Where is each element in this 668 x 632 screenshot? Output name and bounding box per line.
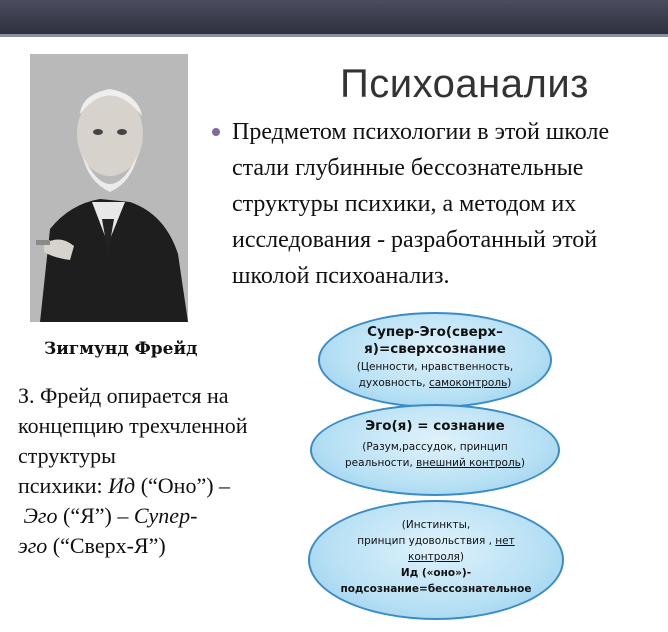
id-quote: (“Оно”) – — [135, 473, 231, 498]
superego-desc-2u: самоконтроль — [428, 377, 508, 389]
ego-desc-2a: реальности, — [345, 457, 417, 469]
ego-desc-2u: внешний контроль — [416, 457, 521, 469]
ego-ellipse — [310, 404, 560, 496]
structure-line-6 — [18, 531, 288, 561]
structure-line-2: концепцию трехчленной — [18, 413, 248, 438]
ego-quote: (“Я”) – — [57, 503, 134, 528]
id-title-1: Ид («оно»)- — [400, 567, 472, 579]
super-term-2: эго — [18, 533, 48, 558]
bullet-dot-icon — [212, 128, 220, 136]
structure-line-5 — [18, 501, 288, 531]
photo-caption: Зигмунд Фрейд — [44, 339, 198, 359]
superego-desc-1: (Ценности, нравственность, — [356, 361, 514, 373]
id-desc-2u: нет — [495, 535, 515, 547]
id-title-2: подсознание=бессознательное — [340, 583, 532, 595]
superego-desc-2b: ) — [507, 377, 512, 389]
freud-portrait — [30, 54, 188, 322]
main-bullet-text: Предметом психологии в этой школе стали глубинные бессознательные структуры психики, а методом их исследования - разработанный этой школой психоанализ. — [232, 119, 610, 289]
ego-term: Эго — [23, 503, 58, 528]
slide-title: Психоанализ — [340, 62, 589, 106]
psyche-label: психики: — [18, 473, 109, 498]
structure-line-3: структуры — [18, 443, 116, 468]
ego-title: Эго(я) = сознание — [365, 418, 505, 434]
superego-ellipse — [318, 312, 552, 408]
structure-description — [18, 381, 288, 561]
superego-title-2: я)=сверхсознание — [364, 341, 506, 357]
id-desc-3u: контроля — [408, 551, 460, 563]
id-desc-3b: ) — [459, 551, 464, 563]
ego-desc-2 — [312, 456, 558, 470]
ego-desc-2b: ) — [520, 457, 525, 469]
structure-line-4 — [18, 471, 288, 501]
ego-desc-1: (Разум,рассудок, принцип — [362, 441, 508, 453]
id-desc-1: (Инстинкты, — [401, 519, 471, 531]
slide-top-bar-accent — [0, 34, 668, 37]
id-desc-3 — [310, 550, 562, 564]
id-desc-2a: принцип удовольствия , — [357, 535, 496, 547]
super-quote: (“Сверх-Я”) — [47, 533, 166, 558]
super-term: Супер- — [133, 503, 198, 528]
id-ellipse — [308, 500, 564, 620]
superego-desc-2a: духовность, — [358, 377, 429, 389]
id-term: Ид — [108, 473, 136, 498]
slide-top-bar — [0, 0, 668, 34]
structure-line-1: З. Фрейд опирается на — [18, 383, 229, 408]
superego-title-1: Супер-Эго(сверх– — [367, 324, 503, 340]
superego-desc-2 — [320, 376, 550, 390]
id-desc-2 — [310, 534, 562, 548]
